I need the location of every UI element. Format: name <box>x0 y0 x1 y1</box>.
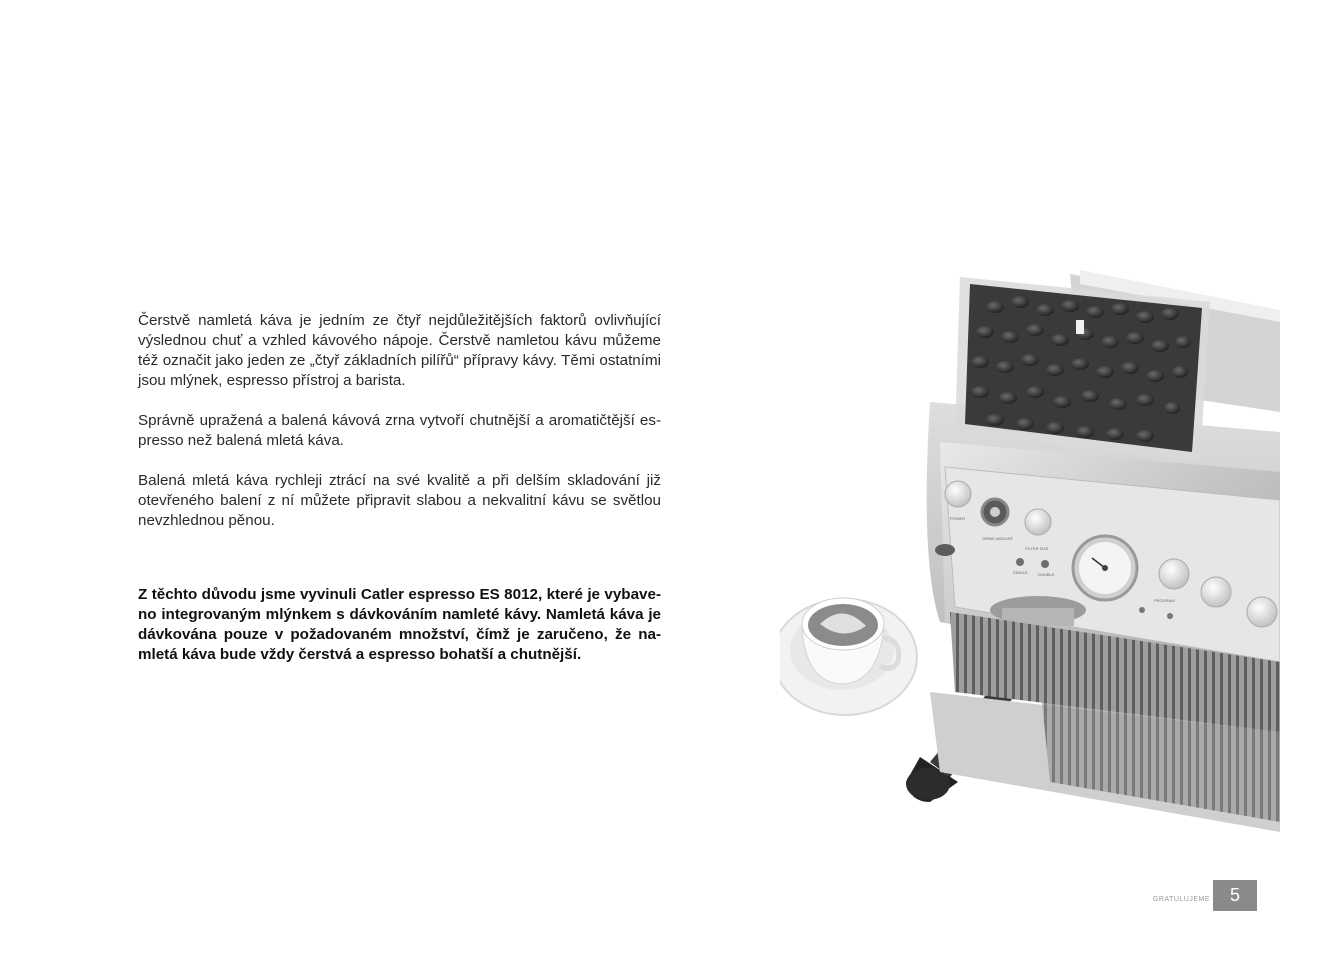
double-label: DOUBLE <box>1038 572 1055 577</box>
page-footer <box>1150 880 1260 912</box>
section-label: GRATULUJEME <box>1152 896 1210 903</box>
page-number: 5 <box>1213 880 1257 911</box>
paragraph-fresh-coffee: Čerstvě namletá káva je jedním ze čtyř nejdůležitějších faktorů ovlivňující výslednou chuť a vzhled kávového nápoje. Čerstvě namletou kávu můžeme též označit jako jeden ze „čtyř základních pilířů“ přípravy kávy. Těmi ostatními jsou mlýnek, espresso přístroj a barista. <box>138 312 661 389</box>
filter-size-label: FILTER SIZE <box>1025 546 1049 551</box>
paragraph-ground-coffee: Balená mletá káva rychleji ztrácí na své kvalitě a při delším skladování již otevřeného balení z ní můžete připravit slabou a nekvalitní kávu se světlou nevzhlednou pěnou. <box>138 472 661 529</box>
espresso-machine-image <box>780 262 1280 868</box>
paragraph-beans: Správně upražená a balená kávová zrna vytvoří chutnější a aromatičtější espresso než balená mletá káva. <box>138 412 661 449</box>
power-label: POWER <box>950 516 966 521</box>
grind-amount-label: GRIND AMOUNT <box>982 536 1014 541</box>
program-label: PROGRAM <box>1154 598 1175 603</box>
single-label: SINGLE <box>1013 570 1028 575</box>
highlight-paragraph: Z těchto důvodu jsme vyvinuli Catler espresso ES 8012, které je vybaveno integrovaným mlýnkem s dávkováním namleté kávy. Namletá káva je dávkována pouze v požadovaném množství, čímž je zaručeno, že namletá káva bude vždy čerstvá a espresso bohatší a chutnější. <box>138 586 661 663</box>
body-text <box>138 311 661 685</box>
